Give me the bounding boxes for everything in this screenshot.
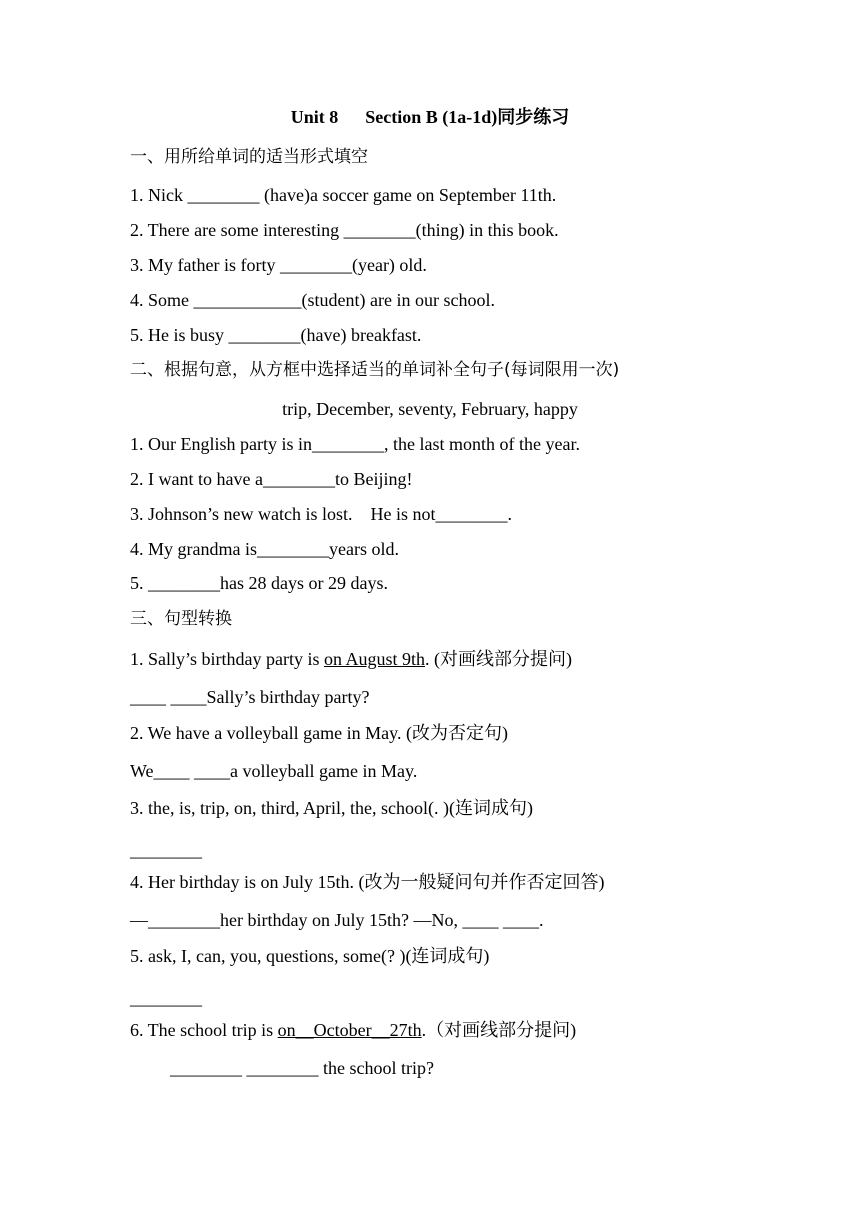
section-3-question-4: 4. Her birthday is on July 15th. (改为一般疑问句并作否定回答) xyxy=(130,872,605,892)
section-3-answer-2: We____ ____a volleyball game in May. xyxy=(130,761,418,781)
section-1-item-1: 1. Nick ________ (have)a soccer game on September 11th. xyxy=(130,185,557,205)
section-3-question-2: 2. We have a volleyball game in May. (改为否定句) xyxy=(130,723,508,743)
page-title: Unit 8 Section B (1a-1d)同步练习 xyxy=(290,107,570,127)
section-2-item-4: 4. My grandma is________years old. xyxy=(130,539,399,559)
section-3-answer-5: ________ xyxy=(130,988,202,1008)
section-3-answer-6: ________ ________ the school trip? xyxy=(170,1058,434,1078)
section-3-question-5: 5. ask, I, can, you, questions, some(? )(连词成句) xyxy=(130,946,490,966)
section-3-heading: 三、句型转换 xyxy=(130,609,232,629)
question-6-underlined: on__October__27th xyxy=(277,1020,422,1040)
question-1-prefix: 1. Sally’s birthday party is xyxy=(130,649,324,669)
question-6-prefix: 6. The school trip is xyxy=(130,1020,278,1040)
section-3-answer-3: ________ xyxy=(130,840,202,860)
section-3-question-6 xyxy=(130,1018,576,1042)
section-2-heading: 二、根据句意，从方框中选择适当的单词补全句子(每词限用一次) xyxy=(130,360,620,380)
section-2-item-2: 2. I want to have a________to Beijing! xyxy=(130,469,413,489)
section-2-item-1: 1. Our English party is in________, the last month of the year. xyxy=(130,434,580,454)
section-1-item-3: 3. My father is forty ________(year) old. xyxy=(130,255,427,275)
question-1-underlined: on August 9th xyxy=(323,649,425,669)
question-1-suffix: . (对画线部分提问) xyxy=(425,649,572,669)
section-2-item-3: 3. Johnson’s new watch is lost. He is not________. xyxy=(130,504,512,524)
question-6-suffix: .（对画线部分提问) xyxy=(421,1020,577,1040)
section-1-item-2: 2. There are some interesting ________(thing) in this book. xyxy=(130,220,559,240)
section-3-answer-1: ____ ____Sally’s birthday party? xyxy=(130,687,370,707)
section-3-question-1 xyxy=(130,647,572,671)
section-1-heading: 一、用所给单词的适当形式填空 xyxy=(130,147,368,167)
section-2-word-box: trip, December, seventy, February, happy xyxy=(282,399,578,419)
section-1-item-4: 4. Some ____________(student) are in our school. xyxy=(130,290,495,310)
section-3-question-3: 3. the, is, trip, on, third, April, the, school(. )(连词成句) xyxy=(130,798,533,818)
section-2-item-5: 5. ________has 28 days or 29 days. xyxy=(130,573,388,593)
section-1-item-5: 5. He is busy ________(have) breakfast. xyxy=(130,325,422,345)
section-3-answer-4: —________her birthday on July 15th? —No, ____ ____. xyxy=(130,910,544,930)
